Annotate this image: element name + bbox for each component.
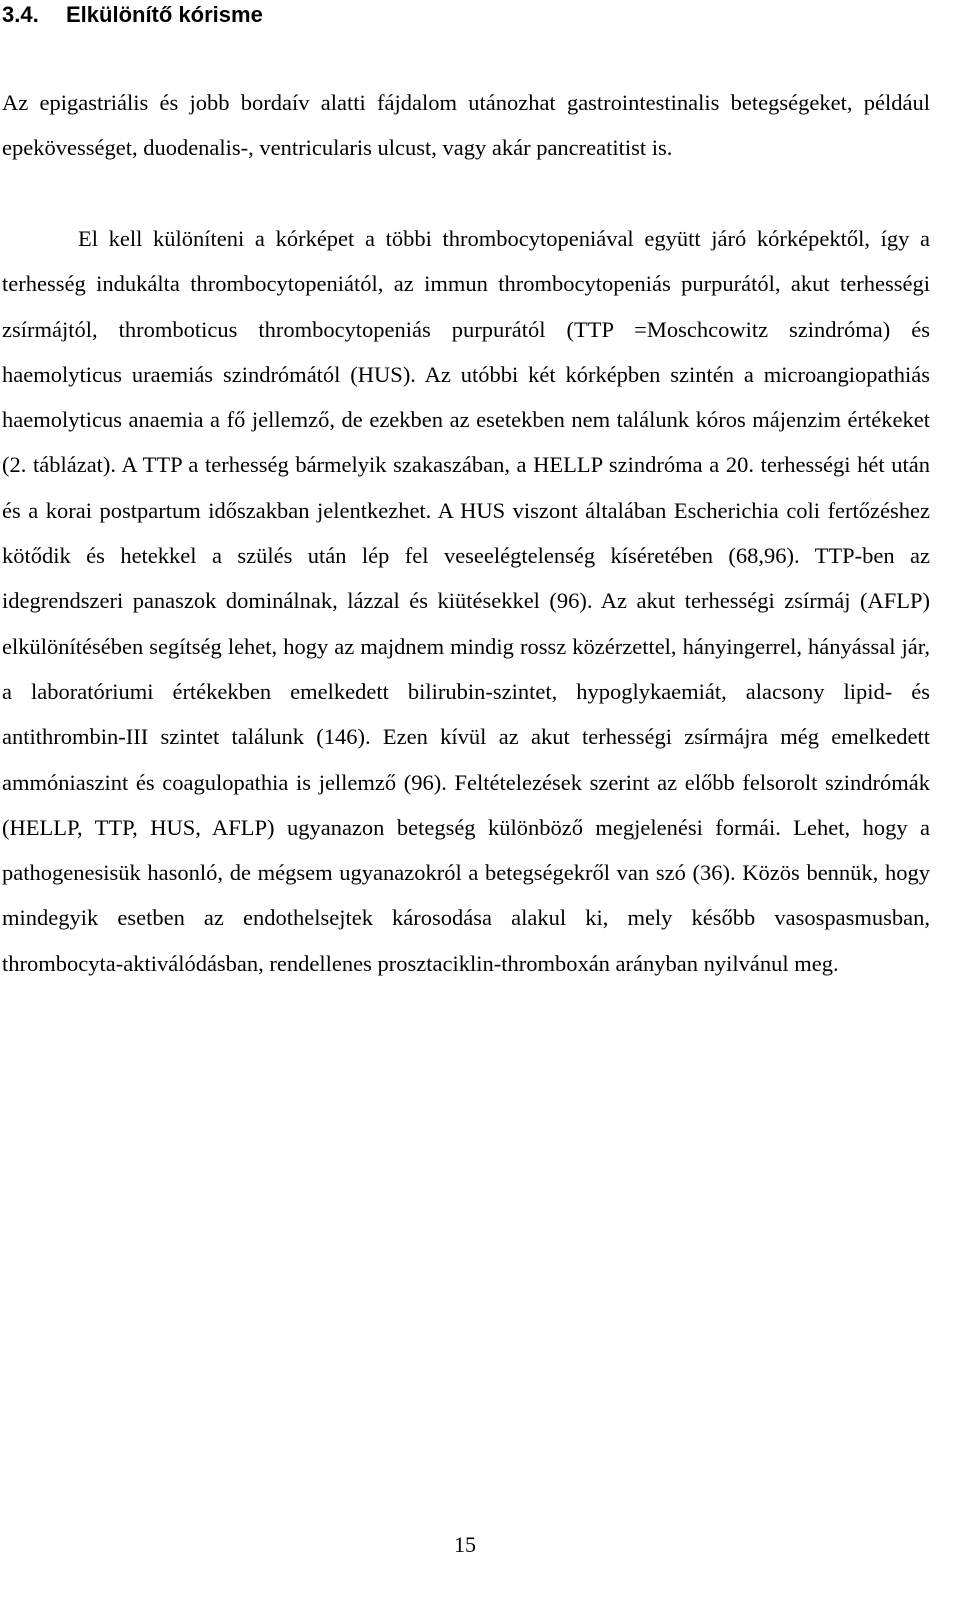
- section-title: Elkülönítő kórisme: [66, 2, 263, 27]
- paragraph-differential-pain: Az epigastriális és jobb bordaív alatti fájdalom utánozhat gastrointestinalis betegségeket, például epekövességet, duodenalis-, ventricularis ulcust, vagy akár pancreatitist is.: [2, 90, 930, 161]
- paragraph-differential-syndromes: El kell különíteni a kórképet a többi thrombocytopeniával együtt járó kórképektől, így a terhesség indukálta thrombocytopeniától, az immun thrombocytopeniás purpurától, akut terhességi zsírmájtól, thromboticus thrombocytopeniás purpurától (TTP =Moschcowitz szindróma) és haemolyticus uraemiás szindrómától (HUS). Az utóbbi két kórképben szintén a microangiopathiás haemolyticus anaemia a fő jellemző, de ezekben az esetekben nem találunk kóros májenzim értékeket (2. táblázat). A TTP a terhesség bármelyik szakaszában, a HELLP szindróma a 20. terhességi hét után és a korai postpartum időszakban jelentkezhet. A HUS viszont általában Escherichia coli fertőzéshez kötődik és hetekkel a szülés után lép fel veseelégtelenség kíséretében (68,96). TTP-ben az idegrendszeri panaszok dominálnak, lázzal és kiütésekkel (96). Az akut terhességi zsírmáj (AFLP) elkülönítésében segítség lehet, hogy az majdnem mindig rossz közérzettel, hányingerrel, hányással jár, a laboratóriumi értékekben emelkedett bilirubin-szintet, hypoglykaemiát, alacsony lipid- és antithrombin-III szintet találunk (146). Ezen kívül az akut terhességi zsírmájra még emelkedett ammóniaszint és coagulopathia is jellemző (96). Feltételezések szerint az előbb felsorolt szindrómák (HELLP, TTP, HUS, AFLP) ugyanazon betegség különböző megjelenési formái. Lehet, hogy a pathogenesisük hasonló, de mégsem ugyanazokról a betegségekről van szó (36). Közös bennük, hogy mindegyik esetben az endothelsejtek károsodása alakul ki, mely később vasospasmusban, thrombocyta-aktiválódásban, rendellenes prosztaciklin-thromboxán arányban nyilvánul meg.: [2, 226, 930, 976]
- section-heading: [2, 0, 263, 30]
- section-number: 3.4.: [2, 2, 39, 27]
- page-number: 15: [454, 1532, 476, 1557]
